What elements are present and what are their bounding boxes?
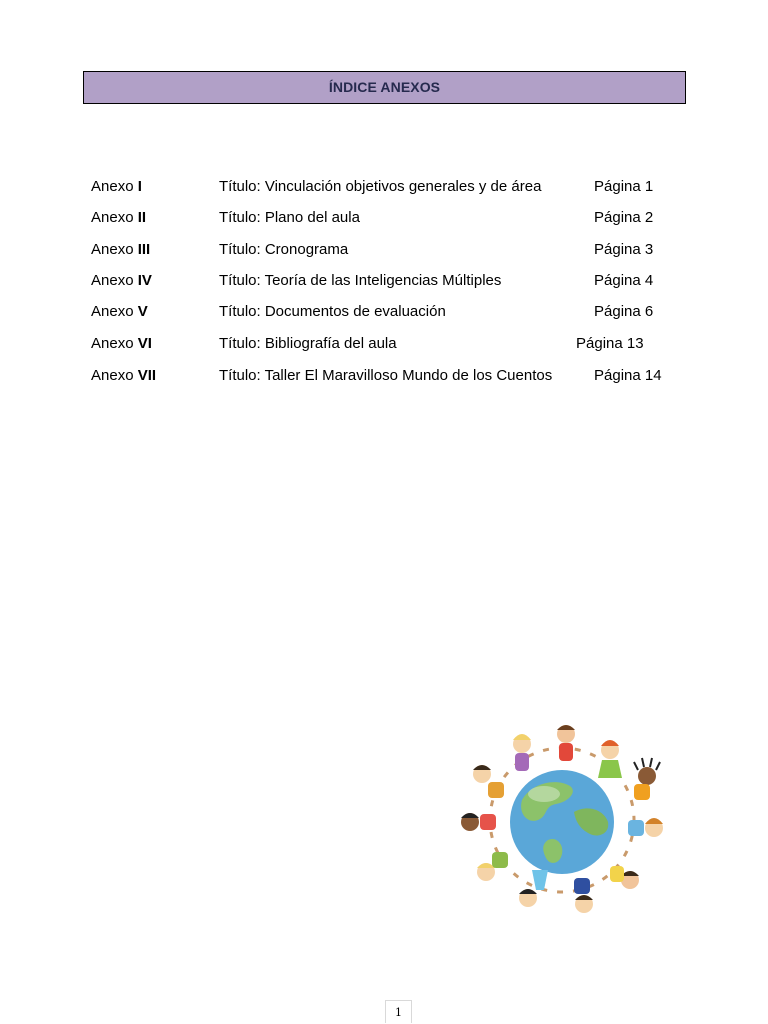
toc-row: [0, 240, 768, 260]
toc-annex-numeral: IV: [137, 272, 152, 289]
child-figure: [477, 852, 508, 881]
toc-annex-label: Anexo V: [91, 303, 148, 320]
toc-entry-title: Título: Teoría de las Inteligencias Múltiples: [219, 272, 502, 289]
toc-annex-label: Anexo VI: [91, 335, 152, 352]
children-around-globe-illustration: [452, 720, 672, 920]
toc-row: [0, 366, 768, 386]
toc-annex-numeral: I: [137, 178, 142, 195]
child-figure: [519, 870, 548, 907]
toc-annex-label: Anexo III: [91, 241, 151, 258]
toc-annex-label: Anexo I: [91, 178, 142, 195]
child-figure: [557, 725, 575, 761]
toc-page-ref: Página 13: [576, 335, 644, 352]
toc-page-ref: Página 6: [594, 303, 654, 320]
toc-entry-title: Título: Bibliografía del aula: [219, 335, 397, 352]
toc-entry-title: Título: Cronograma: [219, 241, 349, 258]
child-figure: [574, 878, 593, 913]
toc-annex-label: Anexo IV: [91, 272, 152, 289]
toc-page-ref: Página 2: [594, 209, 654, 226]
toc-annex-label: Anexo VII: [91, 367, 157, 384]
toc-entry-title: Título: Documentos de evaluación: [219, 303, 446, 320]
toc-entry-title: Título: Vinculación objetivos generales y de área: [219, 178, 542, 195]
toc-annex-numeral: III: [137, 241, 151, 258]
toc-page-ref: Página 1: [594, 178, 654, 195]
page-number-text: 1: [395, 1005, 402, 1019]
index-title: ÍNDICE ANEXOS: [328, 79, 441, 95]
child-figure: [634, 758, 660, 800]
toc-annex-numeral: V: [137, 303, 148, 320]
globe-highlight: [528, 786, 560, 802]
child-figure: [598, 740, 622, 778]
toc-row: [0, 208, 768, 228]
child-figure: [513, 734, 531, 771]
toc-annex-label: Anexo II: [91, 209, 147, 226]
toc-annex-numeral: II: [137, 209, 147, 226]
toc-row: [0, 271, 768, 291]
toc-entry-title: Título: Taller El Maravilloso Mundo de los Cuentos: [219, 367, 553, 384]
toc-page-ref: Página 14: [594, 367, 662, 384]
toc-page-ref: Página 3: [594, 241, 654, 258]
index-header-box: [83, 71, 686, 104]
child-figure: [461, 813, 496, 831]
globe-illustration-svg: [452, 720, 672, 920]
toc-row: [0, 177, 768, 197]
toc-page-ref: Página 4: [594, 272, 654, 289]
child-figure: [628, 818, 663, 837]
toc-row: [0, 334, 768, 354]
toc-annex-numeral: VI: [137, 335, 152, 352]
page-number: [385, 1000, 412, 1023]
toc-annex-numeral: VII: [137, 367, 157, 384]
toc-row: [0, 302, 768, 322]
child-figure: [473, 765, 504, 798]
child-figure: [610, 866, 639, 889]
toc-entry-title: Título: Plano del aula: [219, 209, 360, 226]
